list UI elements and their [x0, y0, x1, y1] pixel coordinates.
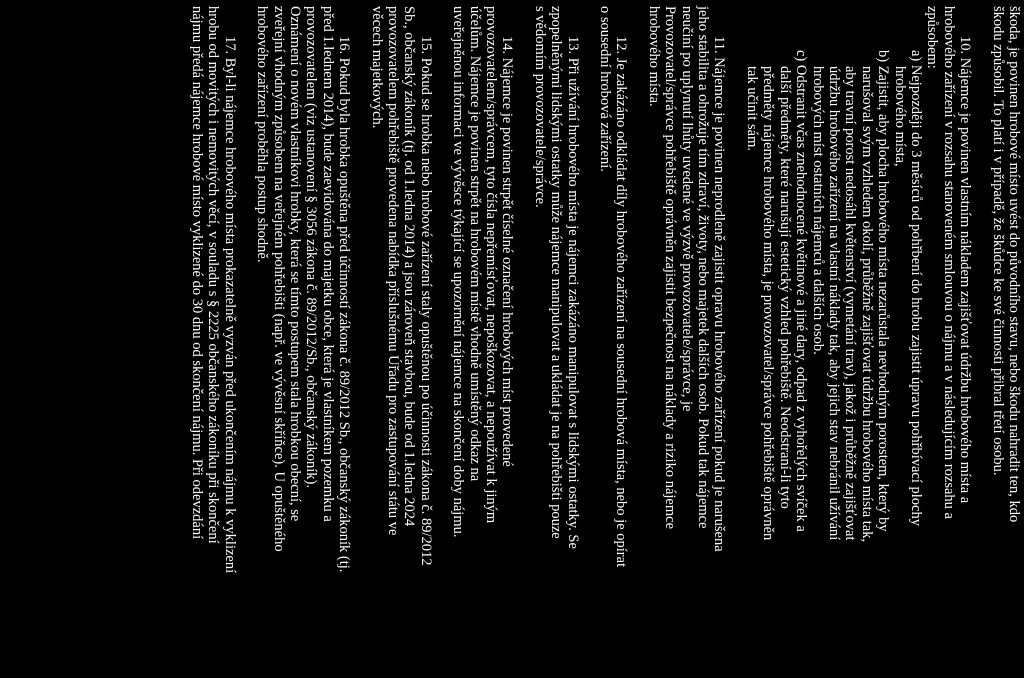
text-line: před 1.lednem 2014), bude zaevidována do majetku obce, která je vlastníkem pozemku a [319, 6, 336, 522]
text-line: hrobu od movitých i nemovitých věcí, v souladu s § 2225 občanského zákoníku při skončení [205, 6, 222, 544]
text-line: a) Nejpozději do 3 měsíců od pohřbení do hrobu zajistit úpravu pohřbívací plochy [907, 50, 924, 526]
text-line: škoda, je povinen hrobové místo uvést do původního stavu, nebo škodu nahradit ten, kdo [1006, 6, 1022, 523]
text-line: zpopelněnými lidskými ostatky může nájemce manipulovat a ukládat je na pohřebišti pouze [548, 6, 565, 539]
text-line: 11. Nájemce je povinen neprodleně zajistit opravu hrobového zařízení pokud je narušena [711, 36, 728, 552]
text-line: hrobového místa. [645, 6, 662, 107]
text-line: neučiní po uplynutí lhůty uvedené ve výzvě provozovatele/správce, je [678, 6, 695, 412]
text-line: další předměty, které narušují estetický vzhled pohřebiště. Neodstraní-li tyto [776, 66, 793, 509]
text-line: škodu způsobil. To platí i v případě, že škůdce ke své činnosti přibral třetí osobu. [989, 6, 1006, 476]
text-line: 10. Nájemce je povinen vlastním nákladem zajišťovat údržbu hrobového místa a [957, 36, 974, 504]
text-line: způsobem: [924, 6, 941, 69]
text-line: provozovatelem/správcem, tyto čísla nepřemísťovat, nepoškozovat, a nepoužívat k jiným [483, 6, 500, 524]
text-line: údržbu hrobového zařízení na vlastní náklady tak, aby jejich stav nebránil užívání [825, 66, 842, 541]
text-line: hrobového zařízení v rozsahu stanoveném smlouvou o nájmu a v následujícím rozsahu a [940, 6, 957, 519]
text-line: provozovatelem pohřebiště provedena nabídka příslušnému Úřadu pro zastupování státu ve [385, 6, 401, 536]
text-line: účelům. Nájemce je povinen strpět na hrobovém místě vhodně umístěný odkaz na [466, 6, 483, 482]
text-line: c) Odstranit včas znehodnocené květinové a jiné dary, odpad z vyhořelých svíček a [793, 50, 810, 532]
text-line: 15. Pokud se hrobka nebo hrobové zařízení staly opuštěnou po účinnosti zákona č. 89/2012 [417, 36, 434, 566]
text-line: hrobových míst ostatních nájemců a dalších osob. [809, 66, 826, 355]
text-line: hrobového místa, [891, 66, 908, 167]
text-line: Provozovatel/správce pohřebiště oprávněn zajistit bezpečnost na náklady a riziko nájemce [662, 6, 679, 530]
text-line: uveřejněnou informaci ve vývěsce týkající se upozornění nájemce na skončení doby nájmu. [450, 6, 467, 538]
text-line: hrobového zařízení proběhla postup shodně. [254, 6, 271, 263]
text-line: b) Zajistit, aby plocha hrobového místa nezarůstala nevhodným porostem, který by [875, 50, 892, 532]
text-line: 14. Nájemce je povinen strpět číselné označení hrobových míst provedené [499, 36, 516, 467]
text-line: 17. Byl-li nájemce hrobového místa prokazatelně vyzván před ukončením nájmu k vyklizení [221, 36, 238, 574]
text-line: s vědomím provozovatele/správce. [531, 6, 548, 208]
text-line: nájmu předá nájemce hrobové místo vyklizené do 30 dnu od skončení nájmu. Při odevzdání [188, 6, 205, 540]
text-line: 16. Pokud byla hrobka opuštěna před účinností zákona č. 89/2012 Sb., občanský zákoník (tj. [336, 36, 353, 573]
text-line: Sb., občanský zákoník (tj. od 1.ledna 2014) a jsou zároveň stavbou, bude od 1.ledna 2024 [401, 6, 418, 527]
text-line: jeho stabilita a ohrožuje tím zdraví, životy, nebo majetek dalších osob. Pokud tak nájemce [695, 6, 712, 529]
text-line: zveřejní vhodným způsobem na veřejném pohřebišti (např. ve vývěsní skříňce). U opuštěného [270, 6, 287, 552]
text-line: věcech majetkových. [368, 6, 385, 129]
text-line: o sousední hrobová zařízení. [597, 6, 614, 172]
text-line: tak učinit sám. [743, 66, 760, 151]
text-line: provozovatelem (viz ustanovení § 3056 zákona č. 89/2012/Sb., občanský zákoník). [303, 6, 320, 489]
text-line: 13. Při užívání hrobového místa je nájemci zakázáno manipulovat s lidskými ostatky. Se [564, 36, 581, 549]
text-line: narušoval svým vzhledem okolí, průběžně zajišťovat údržbu hrobového místa tak, [858, 66, 875, 543]
text-line: aby travní porost nedosáhl květenství (vymetání trav), jakož i průběžně zajišťovat [842, 66, 859, 541]
text-line: předměty nájemce hrobového místa, je provozovatel/správce pohřebiště oprávněn [760, 66, 777, 541]
document-body [189, 6, 1022, 670]
text-line: Oznámení o novém vlastníkovi hrobky, která se tímto postupem stala hrobkou obecní, se [286, 6, 303, 522]
text-line: 12. Je zakázáno odkládat díly hrobového zařízení na sousední hrobová místa, nebo je opírat [613, 36, 630, 568]
